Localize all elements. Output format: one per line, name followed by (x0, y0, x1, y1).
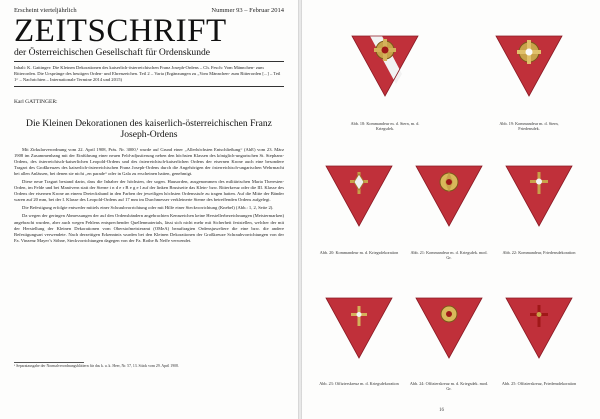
caption-19: Abb. 19: Kommandeur m. d. Stern, Friedensdek. (499, 121, 559, 131)
article-body (14, 147, 284, 244)
ribbon-with-cross-icon (414, 160, 484, 230)
caption-20: Abb. 20: Kommandeur m. d. Kriegsdekoration (319, 250, 399, 255)
caption-24: Abb. 24: Offizierskreuz m. d. Kriegsdek. mod. Gr. (409, 381, 489, 391)
ribbon-with-cross-icon (494, 30, 564, 100)
ribbon-with-cross-icon (324, 292, 394, 362)
medal-photo-25 (504, 292, 574, 362)
ribbon-with-cross-icon (324, 160, 394, 230)
issue-frequency: Erscheint vierteljährlich (14, 7, 77, 14)
medal-photo-22 (504, 160, 574, 230)
issue-number: Nummer 93 – Februar 2014 (211, 7, 284, 14)
table-of-contents: Inhalt: K. Gattinger: Die Kleinen Dekorationen des kaiserlich-österreichischen Franz Joseph-Ordens – Ch. Fesch: Vom Männchen- zum Ritterorden. Die Ursprünge des heutigen Orden- und Ehrenzeichen. Teil 2 – Varia (Ergänzungen zu „Vom Männchen- zum Ritterorden [...] – Teil 1“ – Nachrichten – Internationale Termine 2014 und 2015) (14, 65, 281, 82)
caption-23: Abb. 23: Offizierskreuz m. d. Kriegsdekoration (319, 381, 399, 386)
ribbon-with-cross-icon (414, 292, 484, 362)
masthead-subtitle: der Österreichischen Gesellschaft für Ordenskunde (14, 47, 211, 58)
ribbon-with-cross-icon (350, 30, 420, 100)
ribbon-with-cross-icon (504, 292, 574, 362)
masthead-rule (14, 61, 284, 62)
left-page (0, 0, 298, 419)
caption-25: Abb. 25: Offizierskreuz, Friedensdekoration (501, 381, 577, 386)
medal-photo-19 (494, 30, 564, 100)
right-page (302, 0, 600, 419)
medal-photo-20 (324, 160, 394, 230)
medal-photo-21 (414, 160, 484, 230)
toc-rule (14, 86, 284, 87)
paragraph: Da wegen der geringen Abmessungen der auf den Ordensbändern angebrachten Kennzeichen keine Herstellerbezeichnungen (Meistermarken) angebracht wurden, aber auch wegen Fehlens entsprechender Quellenmaterials, lässt sich nicht mehr mit Sicherheit feststellen, welcher der mit der Herstellung der Kleinen Dekorationen vom Oberstofmeisteramt (OMeA) beauftragten Ordensjuweliere die eine bzw. die andere Befestigungsart verwendete. Nach derzeitigen Erkenntnis wurden bei den Kleinen Dekorationen der Großkreuze Schraubvorrichtungen von der Fa. Vinzenz Mayer’s Söhne, Steckvorrichtungen dagegen von der Fa. Rothe & Neffe verwendet. (14, 213, 284, 243)
paragraph: Mit Zirkularverordnung vom 22. April 1908, Präs. Nr. 3000,¹ wurde auf Grund einer „Allerhöchsten Entschließung“ (AhE) vom 23. März 1908 im Zusammenhang mit der Einführung einer neuen Feld-adjustierung neben den höchsten Klassen des königlich-ungarischen St. Stephans-Ordens, des österreichisch-kaiserlichen Leopold-Ordens und des österreichisch-kaiserlichen Ordens der eisernen Krone auch eine besondere Tragart des Großkreuzes des kaiserlich-österreichischen Franz Joseph-Ordens durch die Angehörigen der österreichisch-ungarischen Wehrmacht bei allen Anlässen, bei denen sie nicht „en parade“ oder in Gala zu erscheinen hatten, genehmigt. (14, 147, 284, 177)
caption-18: Abb. 18: Kommandeur m. d. Stern, m. d. Kriegsdek. (350, 121, 420, 131)
medal-photo-24 (414, 292, 484, 362)
ribbon-with-cross-icon (504, 160, 574, 230)
masthead-title: ZEITSCHRIFT (14, 13, 227, 49)
paragraph: Die Befestigung erfolgte entweder mittels einer Schraubvorrichtung oder mit Hilfe einer Steckvorrichtung (Knebel) (Abb.: 1, 2, Seite 2). (22, 205, 274, 211)
paragraph: Diese neue Tragart bestand darin, dass die Inhaber der höchsten, der sogen. Hausorden, ausgenommen des militärischen Maria Theresien-Orden, im Felde und bei Manövern statt der Sterne i n d e r B e g e l auf der linken Brustseite das Klein- bzw. Ritterkreuz oder die III. Klasse des Ordens der eisernen Krone an einem Dreiecksband in den Farben der jeweiligen höchsten Ordensstufe zu tragen hatten. Auf die Mitte der Bänder waren auf 20 mm, bei der I. Klasse des Leopold-Ordens auf 17 mm im Durchmesser verkleinerte Sterne des betreffenden Ordens aufgelegt. (14, 179, 284, 203)
caption-22: Abb. 22: Kommandeur, Friedensdekoration (502, 250, 576, 255)
medal-photo-23 (324, 292, 394, 362)
page-number: 16 (439, 408, 444, 413)
medal-photo-18 (350, 30, 420, 100)
caption-21: Abb. 21: Kommandeur m. d. Kriegsdek. mod. Gr. (410, 250, 488, 260)
footnote-rule (14, 362, 84, 363)
article-title: Die Kleinen Dekorationen des kaiserlich-österreichischen Franz Joseph-Ordens (26, 118, 272, 140)
article-author: Karl GATTINGER: (14, 99, 58, 105)
footnote: ¹ Separatausgabe der Normalverordnungsblättern für das k. u. k. Heer, Nr. 57, 13. Stück vom 29. April 1908. (14, 364, 179, 368)
